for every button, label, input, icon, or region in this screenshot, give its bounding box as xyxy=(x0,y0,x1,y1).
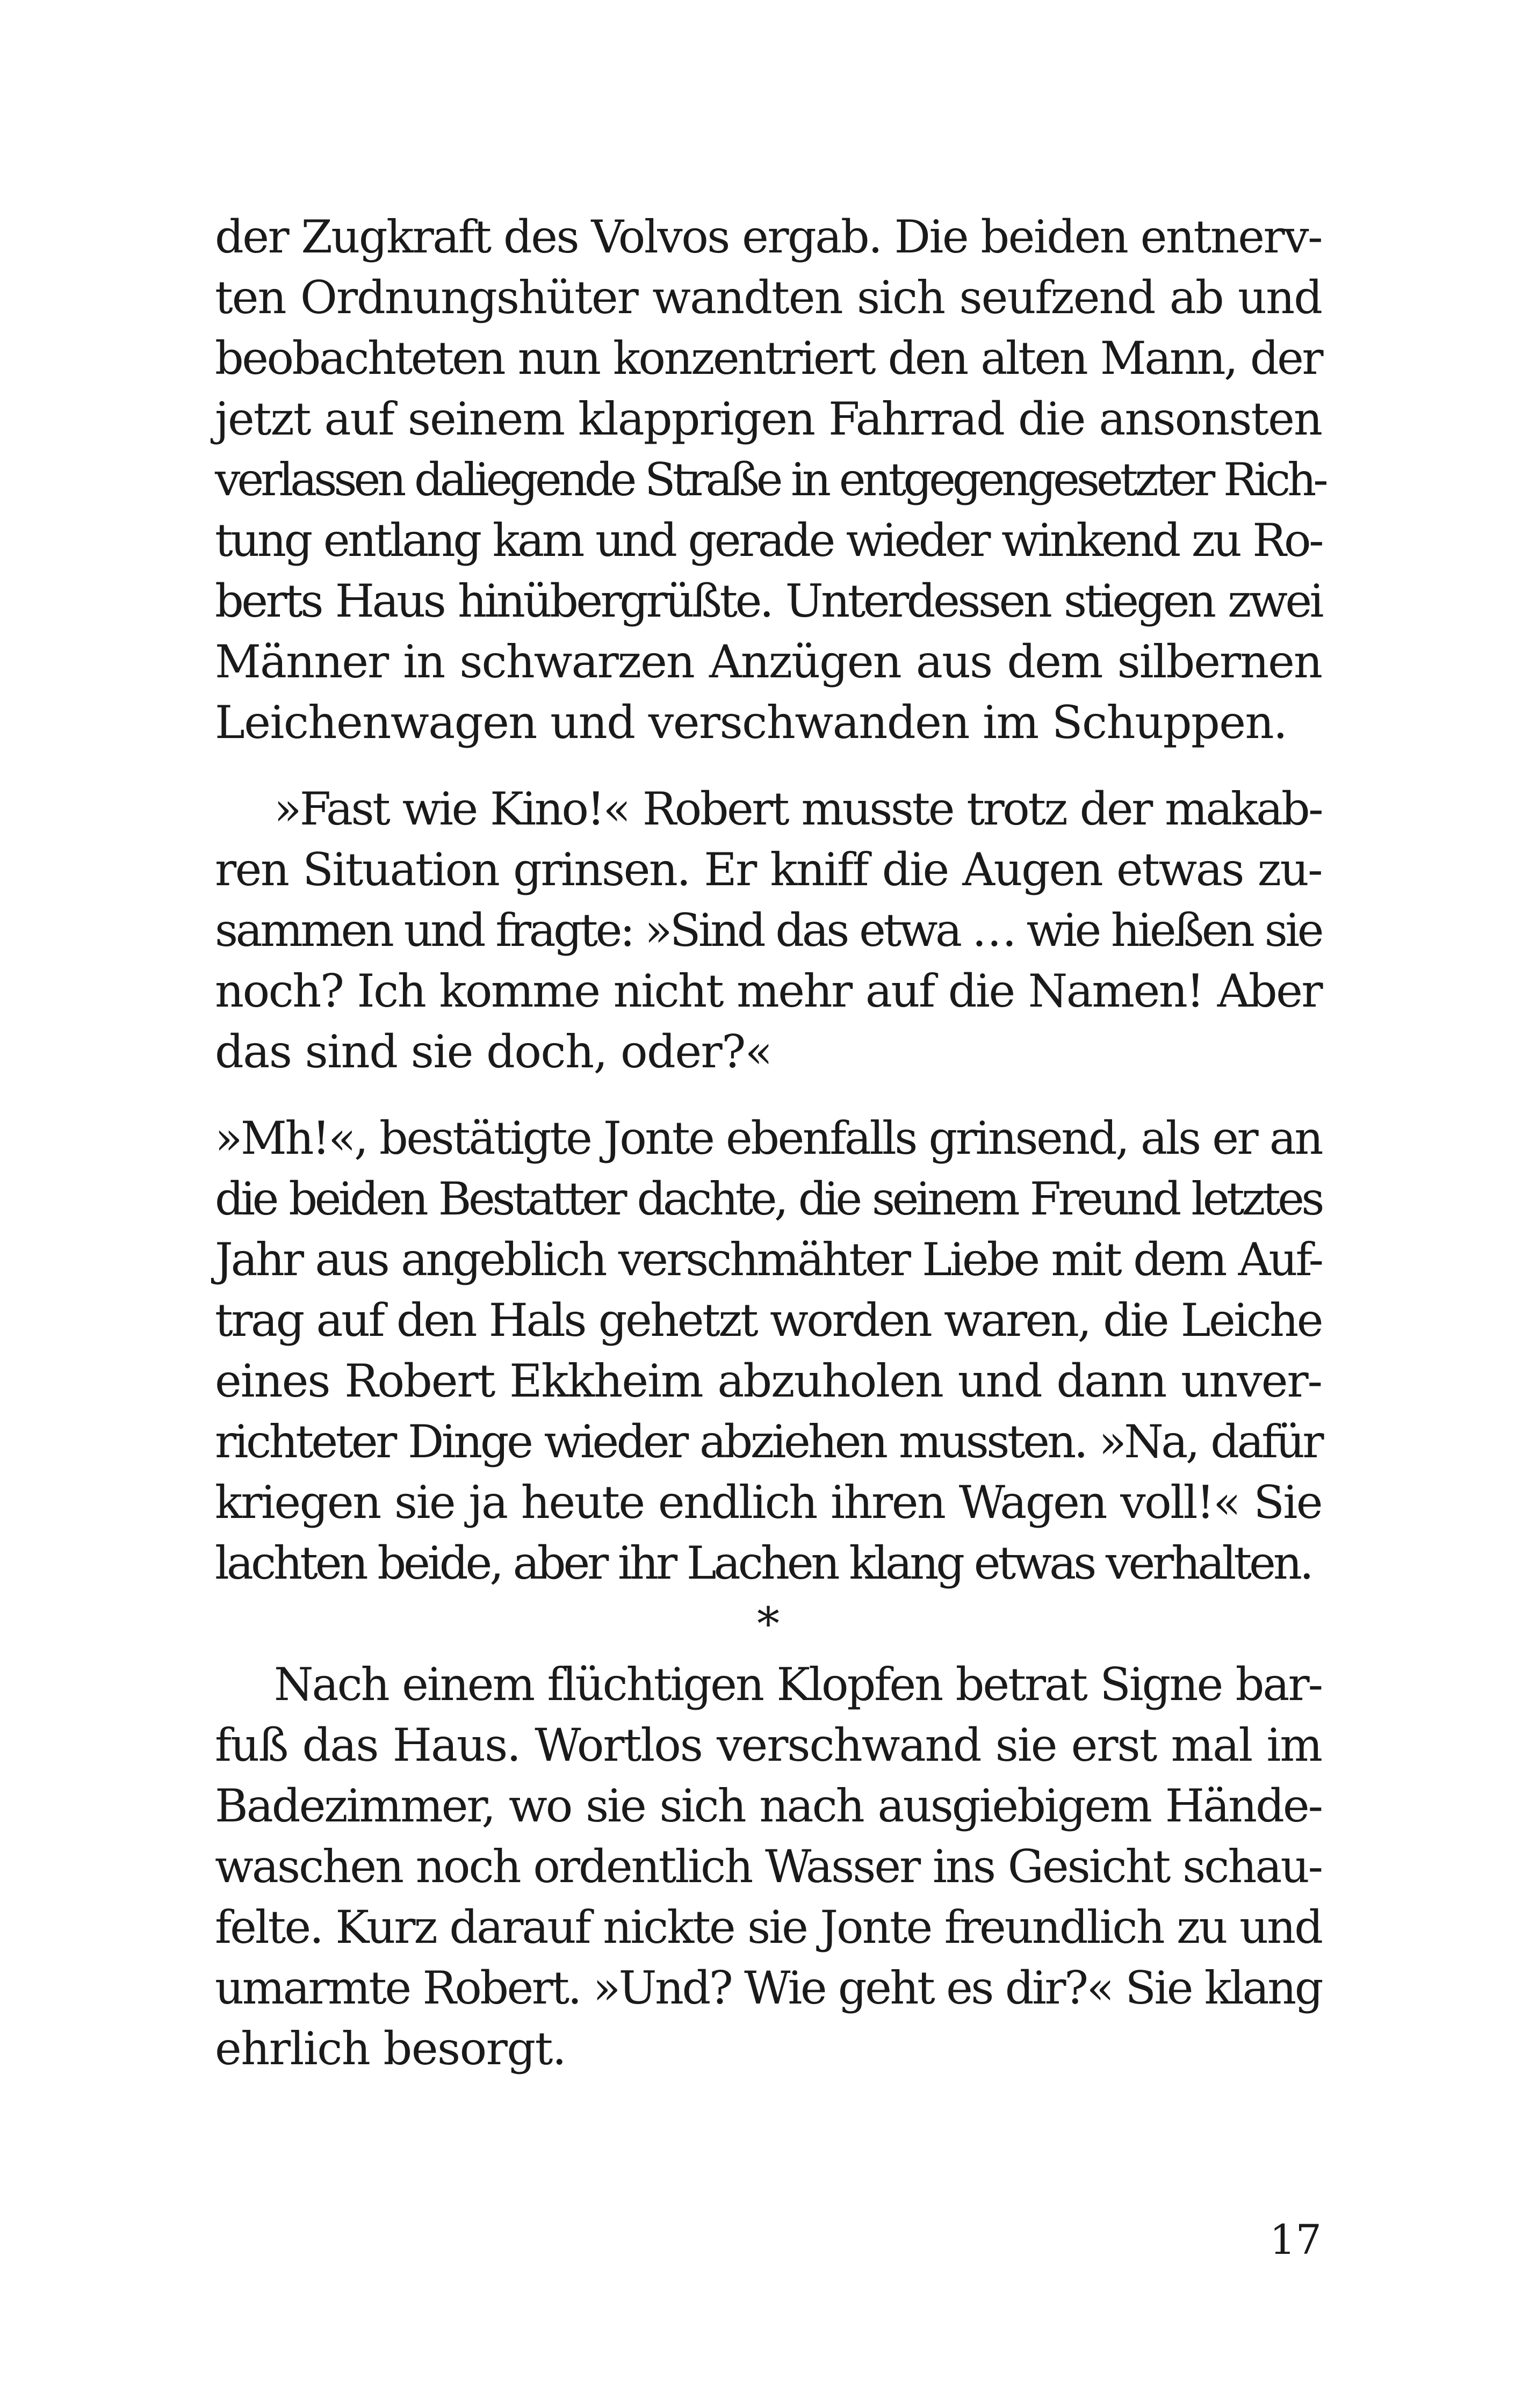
paragraph-gap xyxy=(215,753,1322,779)
text-line: Leichenwagen und verschwanden im Schuppen. xyxy=(215,696,1287,749)
text-line: ren Situation grinsen. Er kniff die Augen etwas zu- xyxy=(215,843,1322,896)
text-line: berts Haus hinübergrüßte. Unterdessen stiegen zwei xyxy=(215,575,1322,627)
text-line: richteter Dinge wieder abziehen mussten. »Na, dafür xyxy=(215,1415,1322,1468)
body-text xyxy=(215,207,1325,2079)
text-line: eines Robert Ekkheim abzuholen und dann unver- xyxy=(215,1355,1322,1407)
text-line: umarmte Robert. »Und? Wie geht es dir?« Sie klang xyxy=(215,1962,1322,2014)
section-separator: * xyxy=(757,1597,780,1650)
text-line: tung entlang kam und gerade wieder winkend zu Ro- xyxy=(215,514,1322,567)
text-line: ten Ordnungshüter wandten sich seufzend ab und xyxy=(215,271,1322,324)
text-line: die beiden Bestatter dachte, die seinem Freund letztes xyxy=(215,1173,1322,1225)
text-line: »Mh!«, bestätigte Jonte ebenfalls grinsend, als er an xyxy=(215,1112,1322,1165)
text-line: trag auf den Hals gehetzt worden waren, die Leiche xyxy=(215,1294,1322,1347)
text-line: »Fast wie Kino!« Robert musste trotz der makab- xyxy=(274,783,1322,835)
text-line: sammen und fragte: »Sind das etwa … wie hießen sie xyxy=(215,904,1322,957)
text-line: beobachteten nun konzentriert den alten Mann, der xyxy=(215,332,1322,385)
text-line: das sind sie doch, oder?« xyxy=(215,1025,772,1078)
text-line: fuß das Haus. Wortlos verschwand sie erst mal im xyxy=(215,1719,1322,1771)
text-line: Männer in schwarzen Anzügen aus dem silbernen xyxy=(215,635,1322,688)
text-line: Badezimmer, wo sie sich nach ausgiebigem Hände- xyxy=(215,1780,1322,1832)
text-line: waschen noch ordentlich Wasser ins Gesicht schau- xyxy=(215,1840,1322,1893)
text-line: der Zugkraft des Volvos ergab. Die beiden entnerv- xyxy=(215,211,1322,263)
text-line: kriegen sie ja heute endlich ihren Wagen voll!« Sie xyxy=(215,1476,1322,1529)
text-line: Nach einem flüchtigen Klopfen betrat Signe bar- xyxy=(274,1658,1322,1711)
text-line: lachten beide, aber ihr Lachen klang etwas verhalten. xyxy=(215,1537,1311,1589)
text-line: ehrlich besorgt. xyxy=(215,2022,566,2075)
text-line: jetzt auf seinem klapprigen Fahrrad die ansonsten xyxy=(215,393,1322,445)
text-line: verlassen daliegende Straße in entgegengesetzter Rich- xyxy=(215,453,1325,506)
text-line: felte. Kurz darauf nickte sie Jonte freundlich zu und xyxy=(215,1901,1322,1954)
text-line: Jahr aus angeblich verschmähter Liebe mit dem Auf- xyxy=(215,1233,1322,1286)
page-number: 17 xyxy=(1269,2216,1322,2264)
text-line: noch? Ich komme nicht mehr auf die Namen! Aber xyxy=(215,965,1322,1017)
paragraph-gap xyxy=(215,1082,1322,1108)
